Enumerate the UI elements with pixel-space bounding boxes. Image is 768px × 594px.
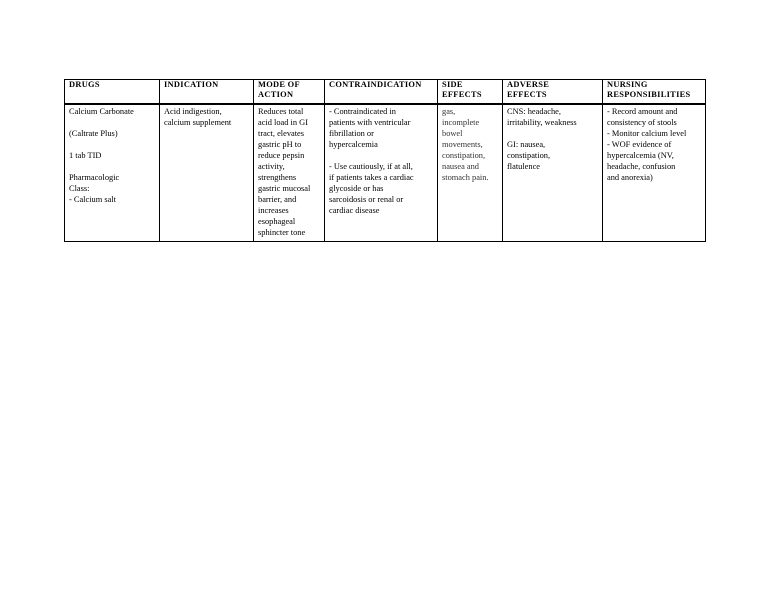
header-contraindication: CONTRAINDICATION — [325, 80, 438, 105]
drug-dose: 1 tab TID — [69, 151, 102, 160]
header-row — [65, 80, 706, 105]
cell-adverse-effects: CNS: headache, irritability, weakness GI: nausea, constipation, flatulence — [503, 104, 603, 242]
drug-brand: (Caltrate Plus) — [69, 129, 118, 138]
header-indication: INDICATION — [160, 80, 254, 105]
drug-class-value: - Calcium salt — [69, 195, 116, 204]
cell-indication: Acid indigestion, calcium supplement — [160, 104, 254, 242]
drug-name: Calcium Carbonate — [69, 107, 134, 116]
header-side-effects: SIDE EFFECTS — [438, 80, 503, 105]
header-nursing-responsibilities: NURSING RESPONSIBILITIES — [603, 80, 706, 105]
header-mode-of-action: MODE OF ACTION — [254, 80, 325, 105]
drug-card-table — [64, 79, 706, 242]
header-drugs: DRUGS — [65, 80, 160, 105]
cell-nursing-responsibilities: - Record amount and consistency of stools - Monitor calcium level - WOF evidence of hypercalcemia (NV, headache, confusion and anorexia) — [603, 104, 706, 242]
cell-side-effects: gas, incomplete bowel movements, constipation, nausea and stomach pain. — [438, 104, 503, 242]
drug-class-label: Pharmacologic — [69, 173, 120, 182]
drug-row — [65, 104, 706, 242]
drug-class-label: Class: — [69, 184, 90, 193]
header-adverse-effects: ADVERSE EFFECTS — [503, 80, 603, 105]
cell-mode-of-action: Reduces total acid load in GI tract, elevates gastric pH to reduce pepsin activity, strengthens gastric mucosal barrier, and increases esophageal sphincter tone — [254, 104, 325, 242]
cell-drugs — [65, 104, 160, 242]
cell-contraindication: - Contraindicated in patients with ventricular fibrillation or hypercalcemia - Use cautiously, if at all, if patients takes a cardiac glycoside or has sarcoidosis or renal or cardiac disease — [325, 104, 438, 242]
